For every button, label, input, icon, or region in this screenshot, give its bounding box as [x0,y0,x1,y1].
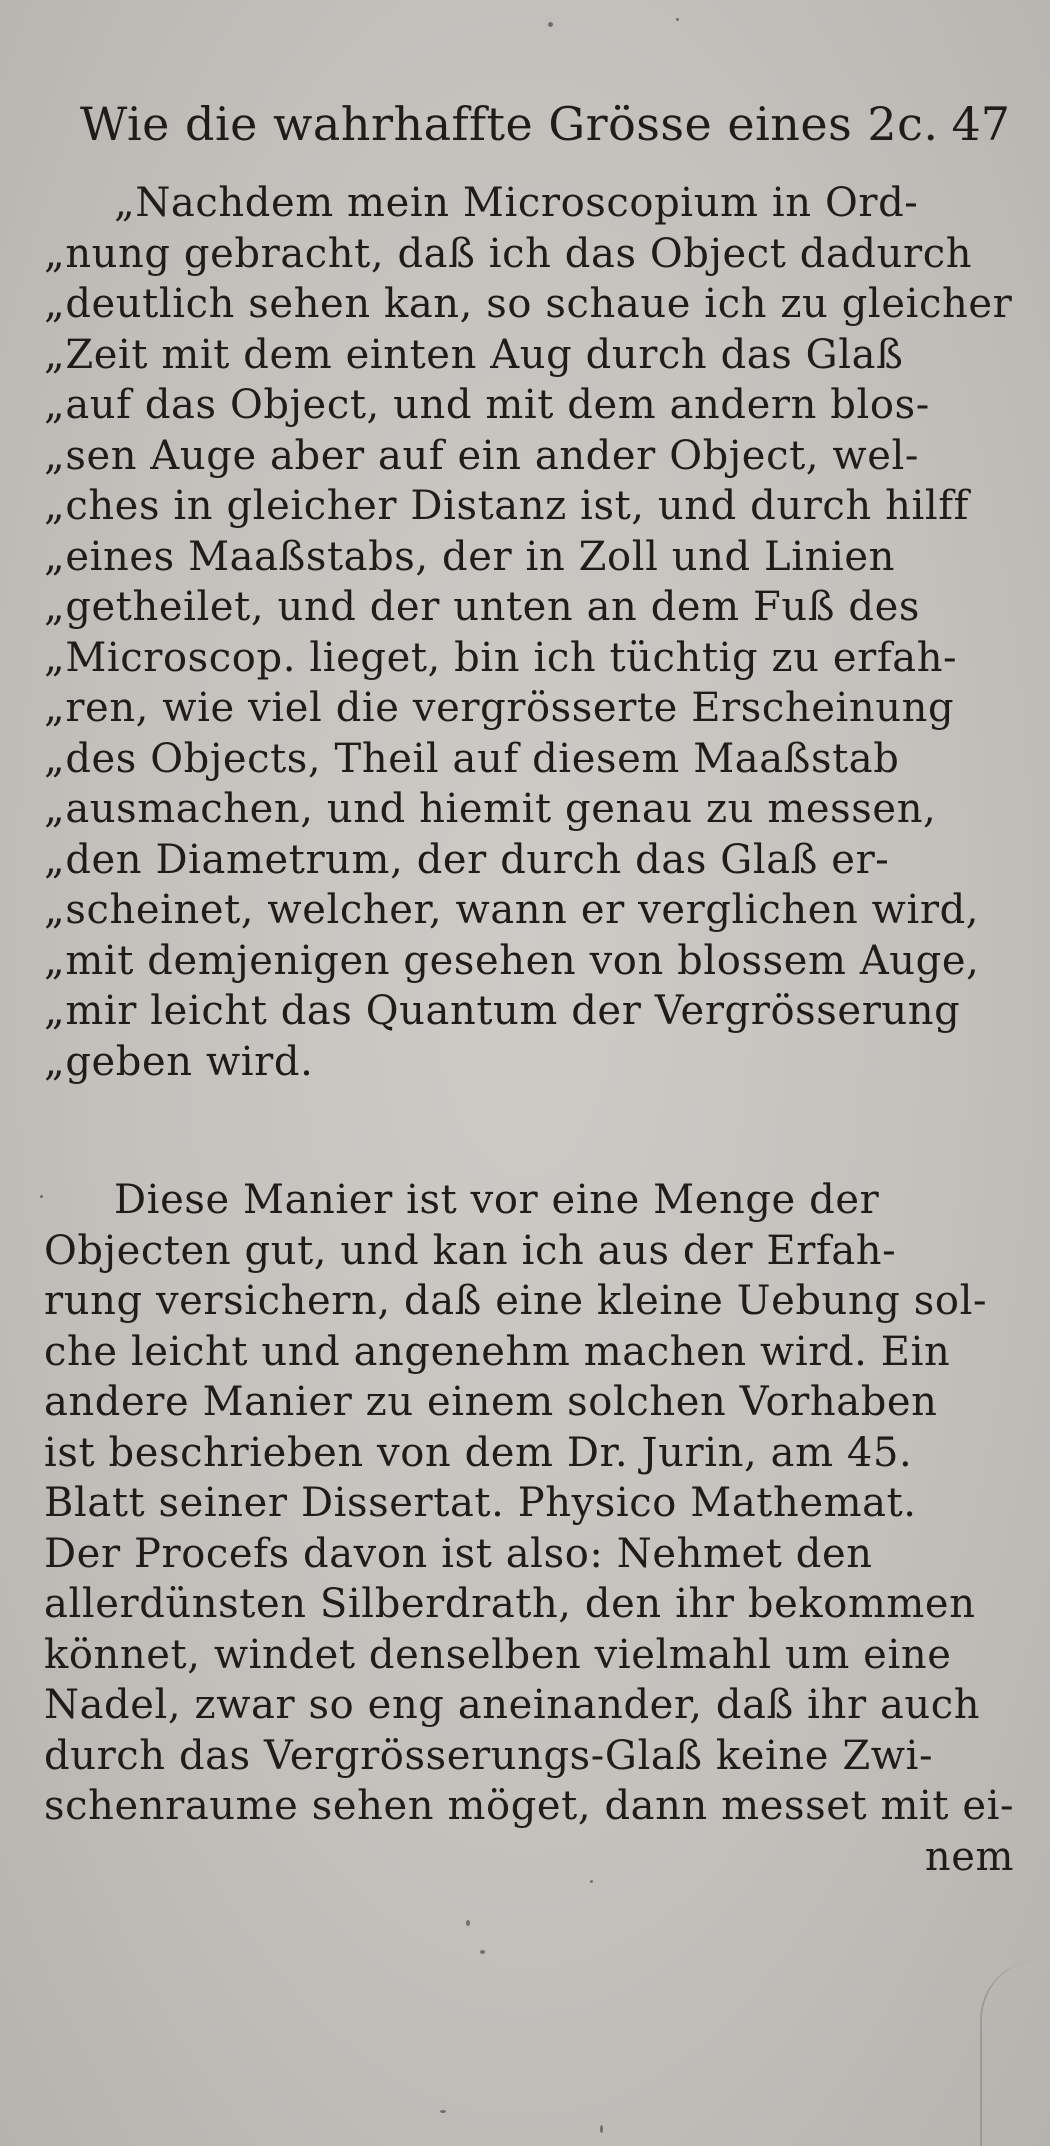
body-paragraph [44,1175,1014,1882]
paper-speck [480,1950,485,1954]
text-line: rung versichern, daß eine kleine Uebung sol- [44,1278,988,1324]
text-line: „Zeit mit dem einten Aug durch das Glaß [44,331,904,378]
text-line: allerdünsten Silberdrath, den ihr bekommen [44,1581,976,1627]
text-line: Objecten gut, und kan ich aus der Erfah- [44,1227,897,1274]
text-line: könnet, windet denselben vielmahl um eine [44,1631,952,1678]
text-line: Nadel, zwar so eng aneinander, daß ihr auch [44,1682,981,1728]
text-line: „ches in gleicher Distanz ist, und durch hilff [44,483,970,529]
text-line: „scheinet, welcher, wann er verglichen wird, [44,887,980,933]
text-line: „ausmachen, und hiemit genau zu messen, [44,786,937,832]
text-line: ist beschrieben von dem Dr. Jurin, am 45. [44,1429,913,1476]
catchword: nem [924,1833,1014,1880]
text-line: „getheilet, und der unten an dem Fuß des [44,584,920,630]
paper-speck [40,1195,43,1198]
text-line: „mit demjenigen gesehen von blossem Auge, [44,937,980,984]
text-line: „Nachdem mein Microscopium in Ord- [114,180,919,226]
paper-speck [590,1880,593,1883]
text-line: Diese Manier ist vor eine Menge der [114,1177,880,1223]
text-line: „den Diametrum, der durch das Glaß er- [44,836,890,883]
paper-speck [466,1920,470,1926]
text-line: „sen Auge aber auf ein ander Object, wel- [44,432,919,479]
paper-speck [440,2110,446,2113]
page-edge-mark [980,1960,1042,2146]
text-line: „mir leicht das Quantum der Vergrösserung [44,988,961,1034]
paper-speck [676,18,679,21]
text-line: „geben wird. [44,1038,314,1085]
paper-speck [600,2125,603,2133]
text-line: „des Objects, Theil auf diesem Maaßstab [44,735,900,782]
quoted-paragraph [44,178,1014,1087]
text-line: che leicht und angenehm machen wird. Ein [44,1328,951,1375]
text-line: „nung gebracht, daß ich das Object dadurch [44,230,973,277]
text-line: „ren, wie viel die vergrösserte Erscheinung [44,685,955,731]
paper-speck [548,22,553,27]
text-line: durch das Vergrösserungs-Glaß keine Zwi- [44,1732,934,1779]
text-line: „auf das Object, und mit dem andern blos- [44,382,930,428]
text-line: „eines Maaßstabs, der in Zoll und Linien [44,533,895,580]
text-line: andere Manier zu einem solchen Vorhaben [44,1379,938,1425]
text-line: schenraume sehen möget, dann messet mit ei- [44,1783,1015,1829]
page-number: 47 [951,97,1010,151]
text-line: „Microscop. lieget, bin ich tüchtig zu erfah- [44,634,958,681]
running-title: Wie die wahrhaffte Grösse eines 2c. [80,97,939,151]
running-head [80,92,1010,156]
text-line: Der Procefs davon ist also: Nehmet den [44,1530,873,1577]
text-line: „deutlich sehen kan, so schaue ich zu gleicher [44,281,1013,327]
text-line: Blatt seiner Dissertat. Physico Mathemat. [44,1480,917,1526]
